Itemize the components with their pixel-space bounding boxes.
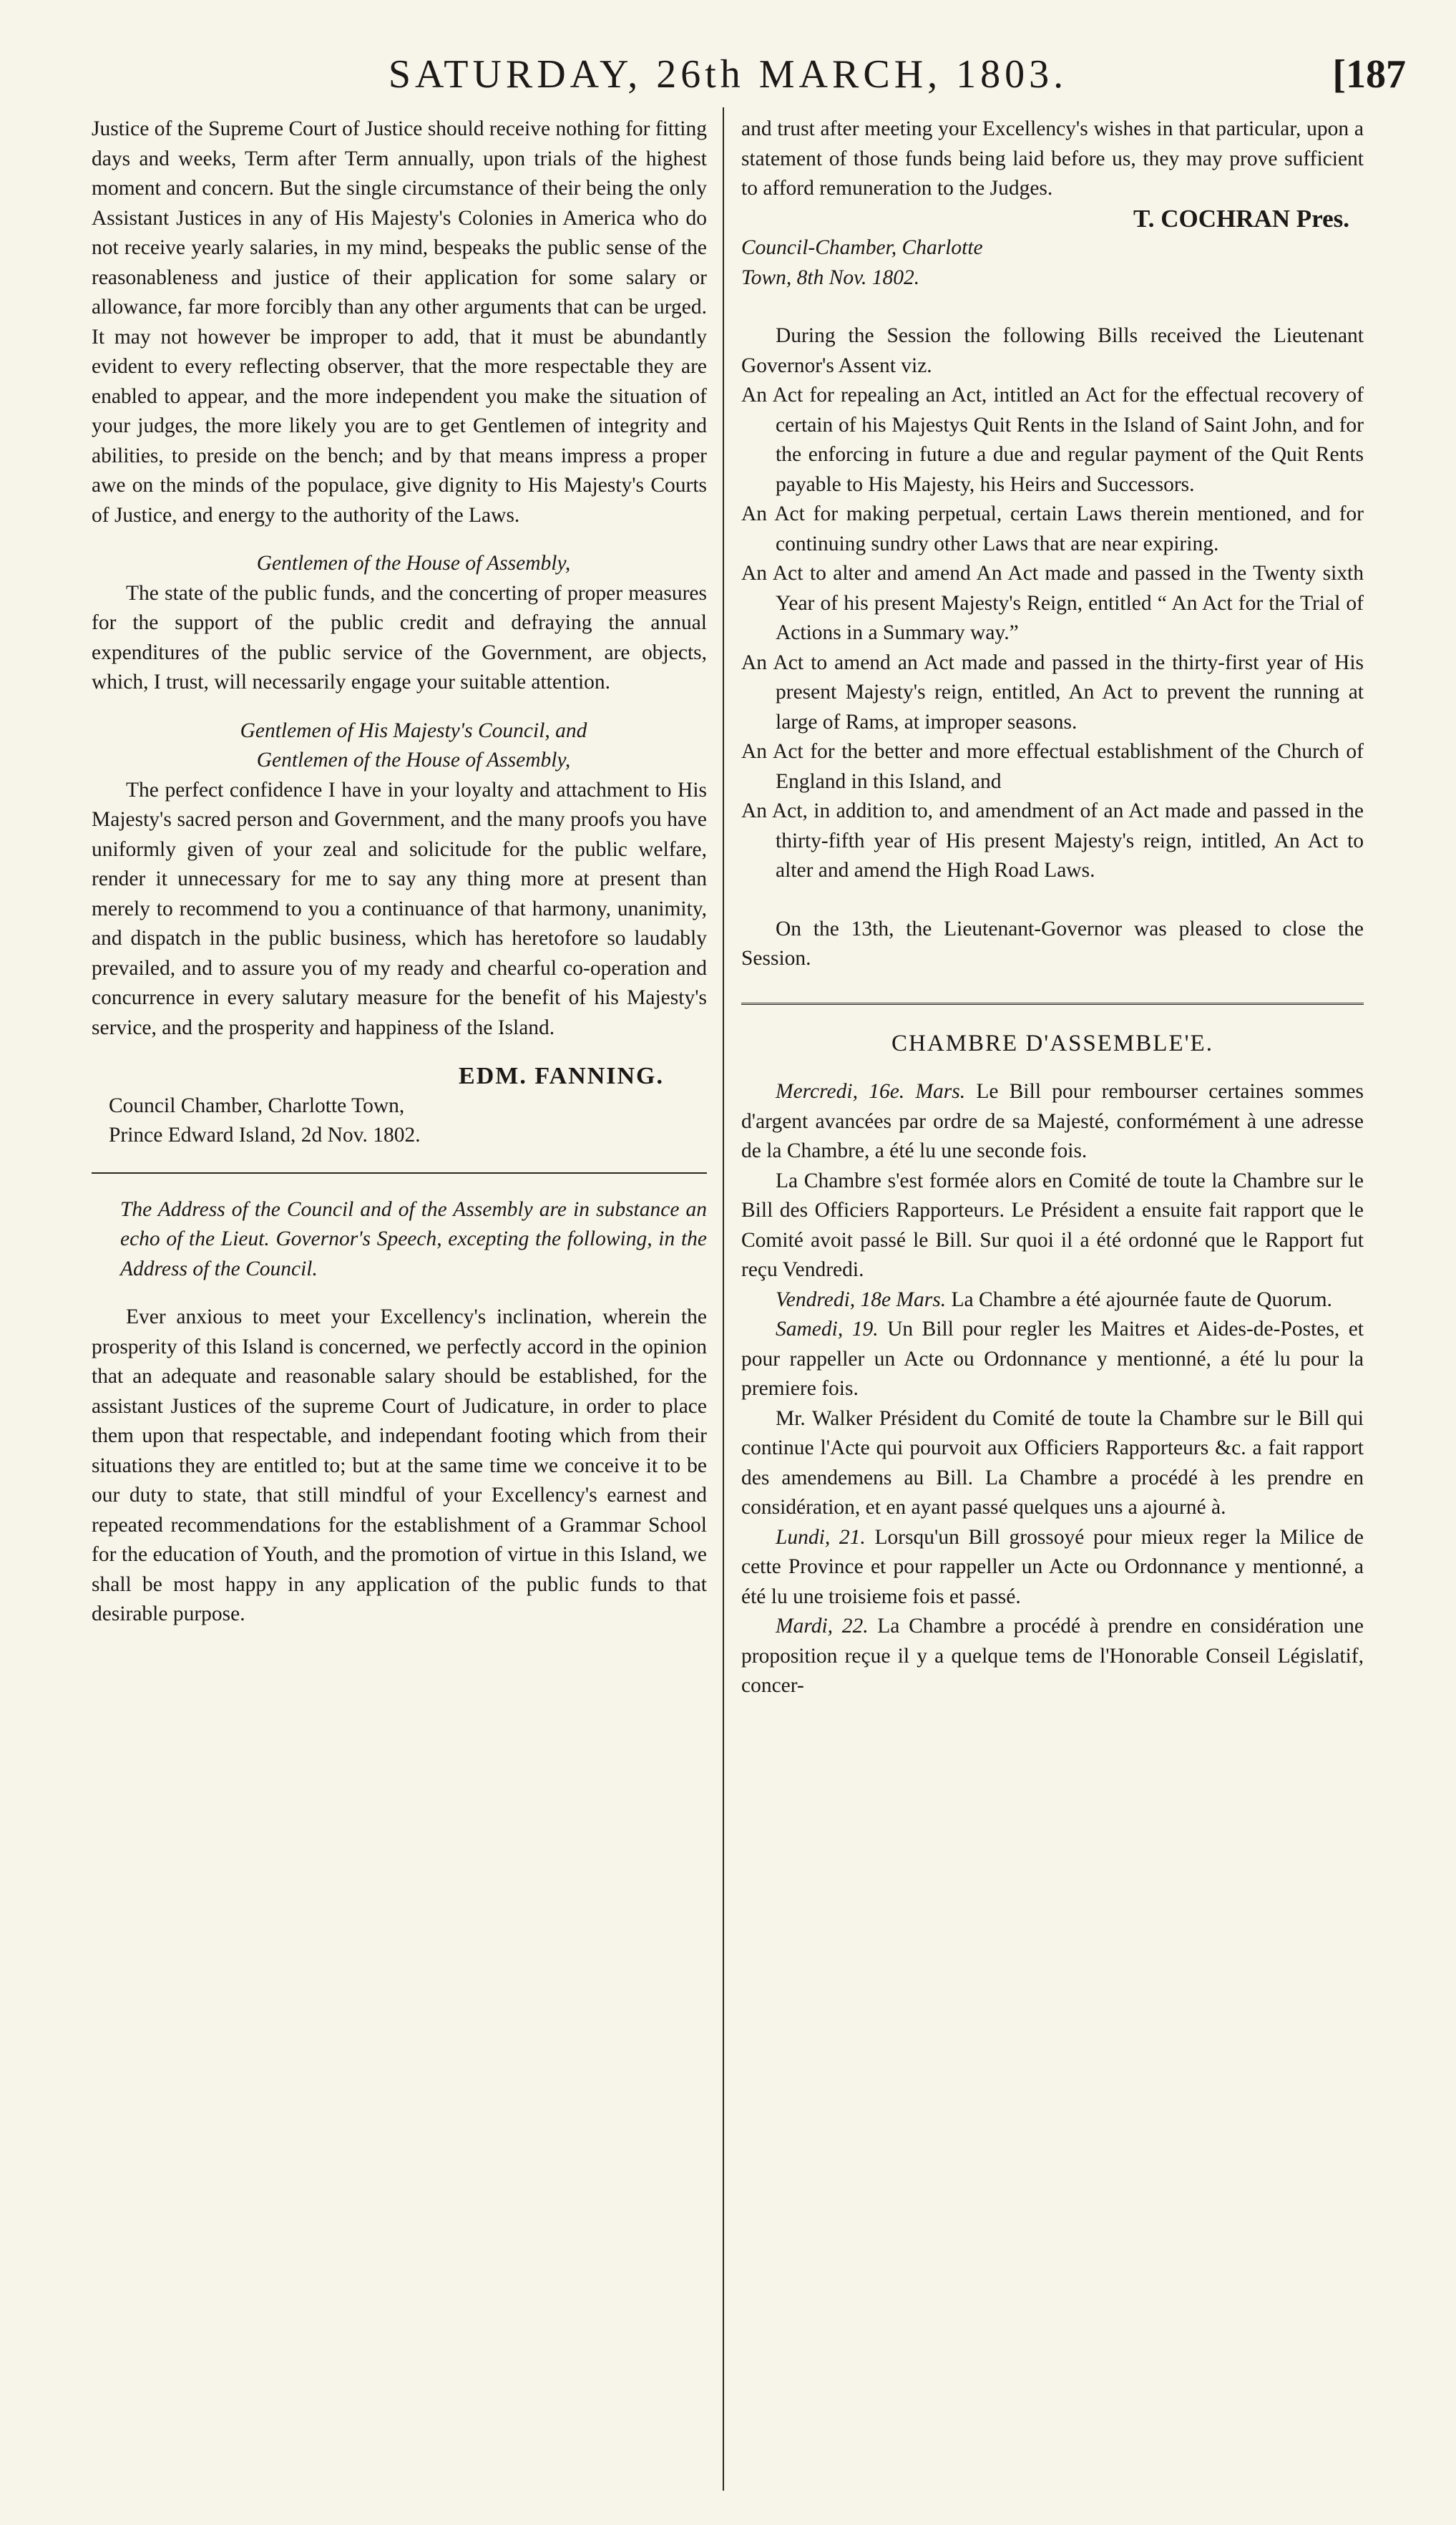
french-entry-7 xyxy=(741,1612,1364,1701)
heading-council-a: Gentlemen of His Majesty's Council, and xyxy=(240,719,587,742)
speech-paragraph-2: The state of the public funds, and the concerting of proper measures for the support of the public credit and defraying the annual expenditures of the public service of the Government, are objects, which, I trust, will necessarily engage your suitable attention. xyxy=(92,581,707,694)
page-date-title: SATURDAY, 26th MARCH, 1803. xyxy=(388,52,1068,97)
speech-paragraph-3: The perfect confidence I have in your loyalty and attachment to His Majesty's sacred person and Government, and the many proofs you have uniformly given of your zeal and solicitude for the public welfare, render it unnecessary for me to say any thing more at present than merely to recommend to you a continuance of that harmony, unanimity, and dispatch in the public business, which has heretofore so laudably prevailed, and to assure you of my ready and chearful co-operation and concurrence in every salutary measure for the benefit of his Majesty's service, and the prosperity and happiness of the Island. xyxy=(92,778,707,1039)
entry-date: Samedi, 19. xyxy=(776,1318,879,1341)
page-number: [187 xyxy=(1332,52,1406,97)
address-intro: The Address of the Council and of the Assembly are in substance an echo of the Lieut. Governor's Speech, excepting the following, in the Address of the Council. xyxy=(120,1197,707,1280)
column-divider xyxy=(723,107,724,2491)
council-location-2: Town, 8th Nov. 1802. xyxy=(741,266,920,289)
address-continuation: and trust after meeting your Excellency's wishes in that particular, upon a statement of those funds being laid before us, they may prove sufficient to afford remuneration to the Judges. xyxy=(741,117,1364,200)
french-entry-5: Mr. Walker Président du Comité de toute la Chambre sur le Bill qui continue l'Acte qui pourvoit aux Officiers Rapporteurs &c. a fait rapport des amendemens au Bill. La Chambre a procédé à les prendre en considération, et en ayant passé quelques uns a ajourné à. xyxy=(741,1406,1364,1519)
signature-place-2: Prince Edward Island, 2d Nov. 1802. xyxy=(109,1124,421,1147)
section-double-rule xyxy=(741,1003,1364,1008)
entry-date: Mercredi, 16e. Mars. xyxy=(776,1080,966,1103)
bill-item: An Act for the better and more effectual establishment of the Church of England in this Island, and xyxy=(741,740,1364,793)
french-entry-3 xyxy=(741,1285,1364,1315)
french-entry-1 xyxy=(741,1077,1364,1167)
signature-cochran: T. COCHRAN Pres. xyxy=(1133,204,1349,233)
right-column xyxy=(741,115,1364,2482)
entry-date: Lundi, 21. xyxy=(776,1525,866,1549)
address-paragraph: Ever anxious to meet your Excellency's inclination, wherein the prosperity of this Island is concerned, we perfectly accord in the opinion that an adequate and reasonable salary should be established, for the assistant Justices of the supreme Court of Judicature, in order to place them upon that respectable, and independant footing which from their situations they are entitled to; but at the same time we conceive it to be our duty to state, that still mindful of your Excellency's earnest and repeated recommendations for the establishment of a Grammar School for the education of Youth, and the promotion of virtue in this Island, we shall be most happy in any application of the public funds to that desirable purpose. xyxy=(92,1305,707,1625)
page-header xyxy=(0,52,1456,109)
bills-intro: During the Session the following Bills received the Lieutenant Governor's Assent viz. xyxy=(741,324,1364,377)
bill-item: An Act, in addition to, and amendment of an Act made and passed in the thirty-fifth year of His present Majesty's reign, intitled, An Act to alter and amend the High Road Laws. xyxy=(741,799,1364,882)
section-title-chambre: CHAMBRE D'ASSEMBLE'E. xyxy=(891,1030,1213,1056)
heading-council-b: Gentlemen of the House of Assembly, xyxy=(256,749,571,772)
speech-paragraph-1: Justice of the Supreme Court of Justice should receive nothing for fitting days and weeks, Term after Term annually, upon trials of the highest moment and concern. But the single circumstance of their being the only Assistant Justices in any of His Majesty's Colonies in America who do not receive yearly salaries, in my mind, bespeaks the public sense of the reasonableness and justice of their application for some salary or allowance, far more forcibly than any other arguments that can be urged. It may not however be improper to add, that it must be abundantly evident to every reflecting observer, that the more respectable they are enabled to appear, and the more independent you make the situation of your judges, the more likely you are to get Gentlemen of integrity and abilities, to preside on the bench; and by that means impress a proper awe on the minds of the populace, give dignity to His Majesty's Courts of Justice, and energy to the authority of the Laws. xyxy=(92,117,707,527)
entry-text: Le Bill pour rembourser certaines sommes d'argent avancées par ordre de sa Majesté, conformément à une adresse de la Chambre, a été lu une seconde fois. xyxy=(741,1080,1364,1162)
bill-item: An Act to alter and amend An Act made and passed in the Twenty sixth Year of his present Majesty's Reign, entitled “ An Act for the Trial of Actions in a Summary way.” xyxy=(741,562,1364,644)
entry-date: Vendredi, 18e Mars. xyxy=(776,1288,947,1311)
session-close: On the 13th, the Lieutenant-Governor was pleased to close the Session. xyxy=(741,917,1364,970)
bill-item: An Act to amend an Act made and passed in the thirty-first year of His present Majesty's reign, entitled, An Act to prevent the running at large of Rams, at improper seasons. xyxy=(741,651,1364,734)
council-location-1: Council-Chamber, Charlotte xyxy=(741,236,983,259)
french-entry-6 xyxy=(741,1523,1364,1612)
entry-text: Lorsqu'un Bill grossoyé pour mieux reger la Milice de cette Province et pour rappeller un Acte ou Ordonnance y mentionné, a été lu une troisieme fois et passé. xyxy=(741,1525,1364,1608)
entry-text: La Chambre a procédé à prendre en considération une proposition reçue il y a quelque tems de l'Honorable Conseil Législatif, concer- xyxy=(741,1615,1364,1697)
section-rule xyxy=(92,1172,707,1174)
entry-date: Mardi, 22. xyxy=(776,1615,869,1638)
left-column xyxy=(92,115,707,2482)
entry-text: La Chambre a été ajournée faute de Quorum. xyxy=(951,1288,1332,1311)
signature-fanning: EDM. FANNING. xyxy=(459,1063,664,1089)
bill-item: An Act for repealing an Act, intitled an Act for the effectual recovery of certain of his Majestys Quit Rents in the Island of Saint John, and for the enforcing in future a due and regular payment of the Quit Rents payable to His Majesty, his Heirs and Successors. xyxy=(741,384,1364,496)
entry-text: Un Bill pour regler les Maitres et Aides-de-Postes, et pour rappeller un Acte ou Ordonnance y mentionné, a été lu pour la premiere fois. xyxy=(741,1318,1364,1400)
bill-item: An Act for making perpetual, certain Laws therein mentioned, and for continuing sundry other Laws that are near expiring. xyxy=(741,502,1364,555)
french-entry-4 xyxy=(741,1315,1364,1404)
heading-house-of-assembly: Gentlemen of the House of Assembly, xyxy=(256,552,571,575)
signature-place-1: Council Chamber, Charlotte Town, xyxy=(109,1094,405,1117)
french-entry-2: La Chambre s'est formée alors en Comité de toute la Chambre sur le Bill des Officiers Rapporteurs. Le Président a ensuite fait rapport que le Comité avoit passé le Bill. Sur quoi il a été ordonné que le Rapport fut reçu Vendredi. xyxy=(741,1169,1364,1281)
